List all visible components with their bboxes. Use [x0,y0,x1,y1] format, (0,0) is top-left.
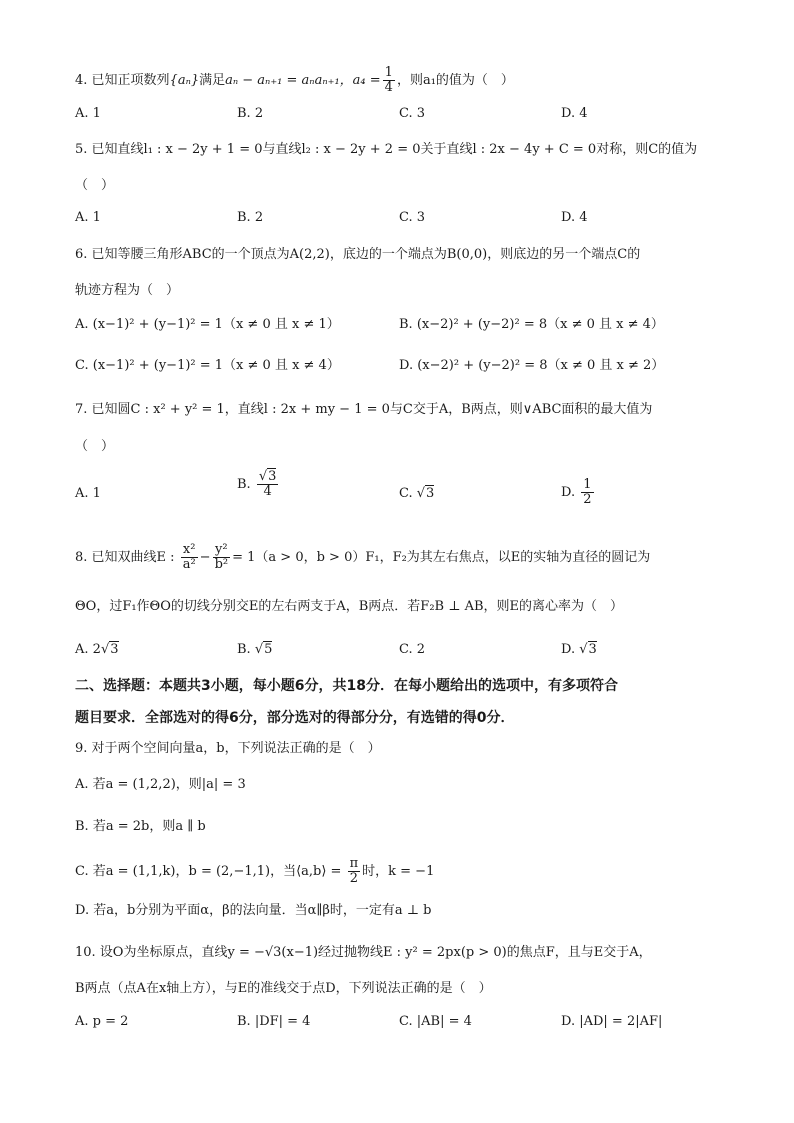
q6-option-a[interactable]: A. (x−1)² + (y−1)² = 1（x ≠ 0 且 x ≠ 1） [75,317,340,332]
q8-option-b[interactable]: B. √5 [237,642,273,657]
question-8-stem-2: ΘO，过F₁作ΘO的切线分别交E的左右两支于A，B两点．若F₂B ⊥ AB，则E的离心率为（ ） [75,599,623,614]
section-2-heading-line-1: 二、选择题：本题共3小题，每小题6分，共18分．在每小题给出的选项中，有多项符合 [75,678,618,694]
q9-option-b[interactable]: B. 若a = 2b，则a ∥ b [75,819,206,834]
q9-option-c-fraction: $\frac{\pi}{2}$ [349,856,359,886]
q8-option-d[interactable]: D. √3 [561,642,597,657]
q6-option-d[interactable]: D. (x−2)² + (y−2)² = 8（x ≠ 0 且 x ≠ 2） [399,358,665,373]
q4-sequence: {aₙ} [169,73,200,88]
q6-option-b[interactable]: B. (x−2)² + (y−2)² = 8（x ≠ 0 且 x ≠ 4） [399,317,664,332]
q4-text-b: 满足 [199,73,226,88]
q7-option-d[interactable]: D. $\frac{1}{2}$ [561,477,592,507]
q9-option-d[interactable]: D. 若a，b分别为平面α，β的法向量．当α∥β时，一定有a ⊥ b [75,903,432,918]
q9-option-c[interactable]: C. 若a = (1,1,k)，b = (2,−1,1)，当⟨a,b⟩ = $\frac{\pi}{2}$ 时，k = −1 [75,856,435,886]
q5-option-a[interactable]: A. 1 [75,210,101,225]
q4-option-d[interactable]: D. 4 [561,106,588,121]
q8-option-c[interactable]: C. 2 [399,642,426,657]
section-2-heading-line-2: 题目要求．全部选对的得6分，部分选对的得部分分，有选错的得0分． [75,710,515,726]
question-8-stem: 8. 已知双曲线E : $\frac{\text{x²}}{\text{a²}}$ − $\frac{\text{y²}}{\text{b²}}$ = 1（a > 0，b > 0）F₁，F₂为其左右焦点，以E的实轴为直径的圆记为 [75,542,651,572]
q8-option-a[interactable]: A. 2√3 [75,642,119,657]
q8-y-fraction: $\frac{\text{y²}}{\text{b²}}$ [214,542,229,572]
q5-option-c[interactable]: C. 3 [399,210,426,225]
question-9-stem: 9. 对于两个空间向量a，b，下列说法正确的是（ ） [75,741,381,756]
q8-x-fraction: $\frac{\text{x²}}{\text{a²}}$ [182,542,196,572]
question-6-stem-2: 轨迹方程为（ ） [75,283,180,298]
q4-option-a[interactable]: A. 1 [75,106,101,121]
q4-option-b[interactable]: B. 2 [237,106,264,121]
question-5-stem: 5. 已知直线l₁ : x − 2y + 1 = 0与直线l₂ : x − 2y + 2 = 0关于直线l : 2x − 4y + C = 0对称，则C的值为 [75,142,698,157]
q10-option-a[interactable]: A. p = 2 [75,1014,129,1029]
q5-option-b[interactable]: B. 2 [237,210,264,225]
q10-option-d[interactable]: D. |AD| = 2|AF| [561,1014,663,1029]
q4-text-c: ，则a₁的值为（ ） [396,73,514,88]
q7-option-b-fraction: $\frac{√3}{4}$ [258,469,277,499]
question-5-paren: （ ） [75,178,115,193]
question-10-stem: 10. 设O为坐标原点，直线y = −√3(x−1)经过抛物线E : y² = 2px(p > 0)的焦点F，且与E交于A， [75,945,652,960]
q7-option-c[interactable]: C. √3 [399,486,435,501]
q6-option-c[interactable]: C. (x−1)² + (y−1)² = 1（x ≠ 0 且 x ≠ 4） [75,358,340,373]
q4-option-c[interactable]: C. 3 [399,106,426,121]
q4-text-a: 4. 已知正项数列 [75,73,170,88]
q7-option-b[interactable]: B. $\frac{√3}{4}$ [237,469,277,499]
q10-option-b[interactable]: B. |DF| = 4 [237,1014,311,1029]
question-10-stem-2: B两点（点A在x轴上方），与E的准线交于点D，下列说法正确的是（ ） [75,981,492,996]
question-4-stem [75,66,514,95]
q4-condition: aₙ − aₙ₊₁ = aₙaₙ₊₁，a₄ = [225,73,381,88]
q7-option-d-fraction: $\frac{1}{2}$ [583,477,592,507]
q4-fraction: $\frac{1}{4}$ [384,65,393,95]
q5-option-d[interactable]: D. 4 [561,210,588,225]
question-7-stem: 7. 已知圆C : x² + y² = 1，直线l : 2x + my − 1 = 0与C交于A，B两点，则∨ABC面积的最大值为 [75,402,653,417]
q9-option-a[interactable]: A. 若a = (1,2,2)，则|a| = 3 [75,777,246,792]
question-6-stem: 6. 已知等腰三角形ABC的一个顶点为A(2,2)，底边的一个端点为B(0,0)，则底边的另一个端点C的 [75,247,641,262]
question-7-paren: （ ） [75,439,115,454]
q10-option-c[interactable]: C. |AB| = 4 [399,1014,472,1029]
q7-option-a[interactable]: A. 1 [75,486,101,501]
